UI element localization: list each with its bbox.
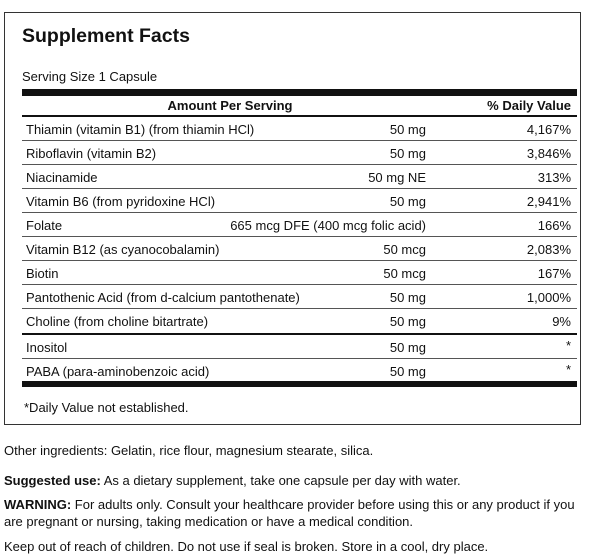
nutrient-amount: 50 mcg (383, 266, 426, 281)
bottom-thick-divider (22, 381, 577, 387)
nutrient-dv: 9% (552, 314, 571, 329)
nutrient-name: Vitamin B6 (from pyridoxine HCl) (26, 194, 216, 209)
nutrient-amount: 50 mcg (383, 242, 426, 257)
nutrient-row (22, 165, 577, 189)
daily-value-header: % Daily Value (487, 98, 571, 113)
nutrient-amount: 50 mg NE (368, 170, 426, 185)
nutrient-amount: 50 mg (389, 194, 426, 209)
amount-header: Amount Per Serving (167, 98, 293, 113)
nutrient-name: Riboflavin (vitamin B2) (26, 146, 157, 161)
nutrient-name: Inositol (26, 340, 68, 355)
nutrient-amount: 665 mcg DFE (400 mcg folic acid) (230, 218, 426, 233)
nutrient-dv: 313% (537, 170, 571, 185)
nutrient-dv: 166% (537, 218, 571, 233)
nutrient-row (22, 117, 577, 141)
nutrient-row (22, 213, 577, 237)
warning-text: For adults only. Consult your healthcare provider before using this or any product if you are pregnant or nursing, taking medication or have a medical condition. (4, 497, 575, 529)
nutrient-row (22, 359, 577, 383)
nutrient-name: Biotin (26, 266, 59, 281)
nutrient-dv: 3,846% (526, 146, 571, 161)
other-ingredients: Other ingredients: Gelatin, rice flour, magnesium stearate, silica. (4, 443, 374, 458)
footnote: *Daily Value not established. (24, 400, 189, 415)
panel-title: Supplement Facts (22, 25, 190, 47)
nutrient-name: Folate (26, 218, 63, 233)
nutrient-row (22, 261, 577, 285)
nutrient-row (22, 189, 577, 213)
suggested-use-text: As a dietary supplement, take one capsule per day with water. (100, 473, 461, 488)
nutrient-name: Choline (from choline bitartrate) (26, 314, 209, 329)
serving-size: Serving Size 1 Capsule (22, 69, 158, 84)
nutrient-amount: 50 mg (389, 122, 426, 137)
suggested-use (4, 472, 584, 489)
nutrient-dv: 2,941% (526, 194, 571, 209)
nutrient-amount: 50 mg (389, 364, 426, 379)
suggested-use-label: Suggested use: (4, 473, 101, 488)
nutrient-dv: * (565, 362, 571, 377)
nutrient-amount: 50 mg (389, 340, 426, 355)
nutrient-row (22, 335, 577, 359)
nutrient-dv: 2,083% (526, 242, 571, 257)
nutrient-name: Thiamin (vitamin B1) (from thiamin HCl) (26, 122, 255, 137)
nutrient-amount: 50 mg (389, 290, 426, 305)
nutrient-amount: 50 mg (389, 314, 426, 329)
nutrient-row (22, 309, 577, 333)
storage-instructions: Keep out of reach of children. Do not use if seal is broken. Store in a cool, dry place. (4, 539, 489, 554)
nutrient-name: Pantothenic Acid (from d-calcium pantothenate) (26, 290, 300, 305)
warning (4, 496, 584, 530)
nutrient-dv: * (565, 338, 571, 353)
nutrient-row (22, 237, 577, 261)
nutrient-dv: 4,167% (526, 122, 571, 137)
nutrient-name: PABA (para-aminobenzoic acid) (26, 364, 210, 379)
warning-label: WARNING: (4, 497, 72, 512)
nutrient-row (22, 285, 577, 309)
nutrient-dv: 1,000% (526, 290, 571, 305)
nutrient-name: Niacinamide (26, 170, 98, 185)
nutrient-dv: 167% (537, 266, 571, 281)
thick-divider (22, 89, 577, 96)
nutrient-row (22, 141, 577, 165)
nutrient-amount: 50 mg (389, 146, 426, 161)
nutrient-name: Vitamin B12 (as cyanocobalamin) (26, 242, 220, 257)
